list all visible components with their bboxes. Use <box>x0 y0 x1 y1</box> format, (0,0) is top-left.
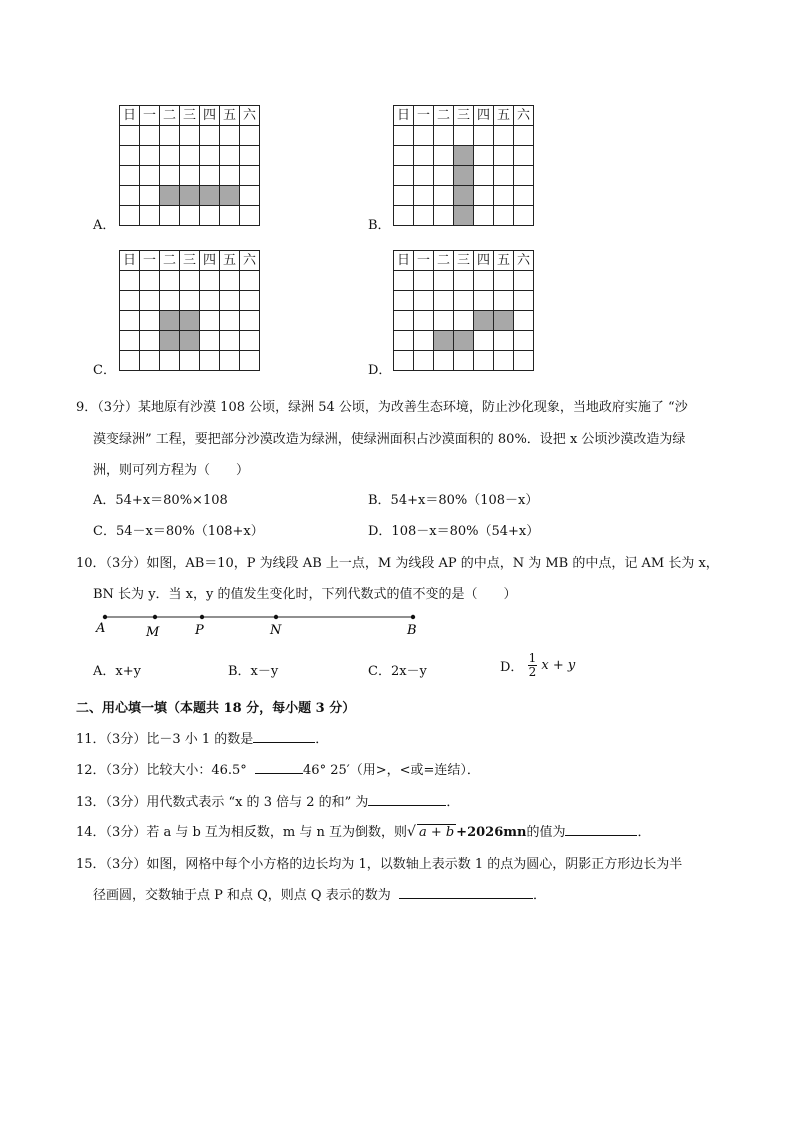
calendar-header-cell: 二 <box>160 106 180 126</box>
calendar-cell <box>414 351 434 371</box>
choice-d-prefix: D． <box>500 660 524 675</box>
shaded-cell <box>220 186 240 206</box>
calendar-cell <box>200 351 220 371</box>
calendar-cell <box>240 311 260 331</box>
calendar-header-cell: 四 <box>200 251 220 271</box>
calendar-cell <box>414 331 434 351</box>
calendar-header-row <box>120 106 260 126</box>
calendar-header-cell: 三 <box>454 251 474 271</box>
calendar-cell <box>120 351 140 371</box>
calendar-cell <box>200 146 220 166</box>
point-n-label: N <box>270 623 282 638</box>
calendar-cell <box>240 186 260 206</box>
calendar-row <box>394 126 534 146</box>
calendar-cell <box>220 331 240 351</box>
calendar-cell <box>514 146 534 166</box>
calendar-cell <box>240 351 260 371</box>
calendar-cell <box>200 271 220 291</box>
calendar-cell <box>394 206 414 226</box>
segment-diagram <box>90 608 430 644</box>
calendar-row <box>120 351 260 371</box>
calendar-header-cell: 二 <box>434 106 454 126</box>
calendar-header-cell: 日 <box>394 251 414 271</box>
shaded-cell <box>454 206 474 226</box>
calendar-cell <box>514 126 534 146</box>
question-text: 径画圆，交数轴于点 P 和点 Q，则点 Q 表示的数为 <box>93 888 391 903</box>
calendar-cell <box>514 271 534 291</box>
calendar-cell <box>414 186 434 206</box>
section-title: 二、用心填一填（本题共 18 分，每小题 3 分） <box>76 701 356 716</box>
calendar-cell <box>434 186 454 206</box>
calendar-cell <box>160 271 180 291</box>
calendar-grid <box>119 250 260 371</box>
calendar-cell <box>120 186 140 206</box>
shaded-cell <box>454 166 474 186</box>
calendar-cell <box>120 311 140 331</box>
calendar-row <box>394 291 534 311</box>
calendar-cell <box>454 271 474 291</box>
calendar-cell <box>200 206 220 226</box>
question-13 <box>76 791 459 810</box>
fraction-denominator: 2 <box>528 665 537 679</box>
calendar-cell <box>474 166 494 186</box>
calendar-cell <box>514 291 534 311</box>
question-end: ． <box>533 888 547 903</box>
calendar-row <box>394 311 534 331</box>
calendar-cell <box>394 146 414 166</box>
calendar-cell <box>180 126 200 146</box>
calendar-header-cell: 三 <box>454 106 474 126</box>
calendar-header-cell: 四 <box>474 251 494 271</box>
calendar-header-cell: 三 <box>180 251 200 271</box>
choice-a: A．54+x＝80%×108 <box>93 493 228 508</box>
calendar-cell <box>394 331 414 351</box>
calendar-grid <box>393 250 534 371</box>
point-p-label: P <box>195 623 204 638</box>
calendar-cell <box>414 271 434 291</box>
shaded-cell <box>160 331 180 351</box>
calendar-cell <box>140 271 160 291</box>
calendar-row <box>120 291 260 311</box>
question-text: 13．（3分）用代数式表示 “x 的 3 倍与 2 的和” 为 <box>76 795 369 810</box>
calendar-header-cell: 五 <box>220 106 240 126</box>
calendar-cell <box>240 291 260 311</box>
calendar-cell <box>120 126 140 146</box>
calendar-header-cell: 一 <box>140 106 160 126</box>
calendar-cell <box>414 146 434 166</box>
question-end: ． <box>446 795 460 810</box>
calendar-header-cell: 五 <box>494 251 514 271</box>
calendar-cell <box>514 351 534 371</box>
calendar-cell <box>434 291 454 311</box>
calendar-cell <box>220 311 240 331</box>
calendar-cell <box>394 271 414 291</box>
question-text: 漠变绿洲” 工程，要把部分沙漠改造为绿洲，使绿洲面积占沙漠面积的 80%．设把 x 公顷沙漠改造为绿 <box>93 432 686 447</box>
sqrt-sign: √ <box>407 824 416 840</box>
calendar-row <box>394 351 534 371</box>
question-15-line2 <box>93 884 546 903</box>
calendar-cell <box>474 146 494 166</box>
choice-d: D．108－x＝80%（54+x） <box>368 524 540 539</box>
calendar-cell <box>414 206 434 226</box>
question-11 <box>76 728 328 747</box>
point-a-label: A <box>96 621 106 636</box>
calendar-header-cell: 日 <box>120 106 140 126</box>
calendar-cell <box>220 126 240 146</box>
calendar-cell <box>200 331 220 351</box>
calendar-row <box>120 186 260 206</box>
calendar-header-cell: 六 <box>514 251 534 271</box>
answer-blank[interactable] <box>253 729 315 743</box>
calendar-header-cell: 一 <box>140 251 160 271</box>
calendar-header-cell: 日 <box>120 251 140 271</box>
option-label: C． <box>93 363 116 378</box>
shaded-cell <box>180 186 200 206</box>
calendar-header-cell: 六 <box>240 251 260 271</box>
calendar-cell <box>414 166 434 186</box>
calendar-cell <box>180 351 200 371</box>
calendar-cell <box>394 186 414 206</box>
answer-blank[interactable] <box>399 885 533 899</box>
calendar-header-cell: 二 <box>160 251 180 271</box>
calendar-cell <box>240 126 260 146</box>
calendar-row <box>394 166 534 186</box>
point-m-label: M <box>146 625 160 640</box>
calendar-cell <box>160 166 180 186</box>
calendar-cell <box>140 206 160 226</box>
answer-blank[interactable] <box>255 760 303 774</box>
calendar-cell <box>220 166 240 186</box>
choice-d <box>500 652 575 679</box>
calendar-cell <box>220 351 240 371</box>
calendar-cell <box>434 166 454 186</box>
shaded-cell <box>494 311 514 331</box>
choice-a: A．x+y <box>93 664 141 679</box>
calendar-cell <box>414 311 434 331</box>
choice-b: B．54+x＝80%（108－x） <box>368 493 539 508</box>
calendar-header-cell: 日 <box>394 106 414 126</box>
calendar-row <box>120 126 260 146</box>
choice-c: C．2x－y <box>368 664 427 679</box>
calendar-header-cell: 六 <box>240 106 260 126</box>
answer-blank[interactable] <box>565 822 637 836</box>
calendar-header-cell: 四 <box>200 106 220 126</box>
calendar-cell <box>514 186 534 206</box>
calendar-row <box>120 331 260 351</box>
calendar-cell <box>434 126 454 146</box>
calendar-cell <box>180 166 200 186</box>
point-p-dot <box>200 615 204 619</box>
calendar-row <box>120 311 260 331</box>
calendar-header-row <box>394 251 534 271</box>
shaded-cell <box>454 186 474 206</box>
calendar-header-cell: 五 <box>220 251 240 271</box>
calendar-cell <box>180 271 200 291</box>
calendar-cell <box>434 206 454 226</box>
calendar-cell <box>494 146 514 166</box>
calendar-cell <box>200 166 220 186</box>
calendar-row <box>394 186 534 206</box>
calendar-cell <box>454 311 474 331</box>
calendar-cell <box>220 291 240 311</box>
calendar-cell <box>200 126 220 146</box>
calendar-cell <box>160 126 180 146</box>
question-end: ． <box>315 732 329 747</box>
choice-d-expression: x + y <box>541 658 576 673</box>
calendar-cell <box>240 166 260 186</box>
calendar-header-row <box>120 251 260 271</box>
calendar-cell <box>514 311 534 331</box>
calendar-cell <box>240 271 260 291</box>
calendar-cell <box>434 351 454 371</box>
calendar-cell <box>474 206 494 226</box>
point-b-dot <box>411 615 415 619</box>
calendar-cell <box>240 331 260 351</box>
question-12 <box>76 759 480 778</box>
calendar-cell <box>200 291 220 311</box>
calendar-cell <box>120 166 140 186</box>
calendar-cell <box>160 146 180 166</box>
calendar-cell <box>160 206 180 226</box>
calendar-cell <box>494 186 514 206</box>
calendar-cell <box>140 166 160 186</box>
question-text: BN 长为 y．当 x，y 的值发生变化时，下列代数式的值不变的是（ ） <box>93 587 517 602</box>
answer-blank[interactable] <box>368 792 446 806</box>
calendar-cell <box>514 331 534 351</box>
calendar-cell <box>494 291 514 311</box>
calendar-header-cell: 四 <box>474 106 494 126</box>
calendar-cell <box>474 291 494 311</box>
calendar-header-cell: 三 <box>180 106 200 126</box>
shaded-cell <box>200 186 220 206</box>
shaded-cell <box>454 146 474 166</box>
calendar-cell <box>474 271 494 291</box>
question-text: 11．（3分）比－3 小 1 的数是 <box>76 732 254 747</box>
calendar-row <box>394 271 534 291</box>
calendar-header-cell: 二 <box>434 251 454 271</box>
calendar-cell <box>494 351 514 371</box>
shaded-cell <box>474 311 494 331</box>
calendar-cell <box>494 126 514 146</box>
calendar-cell <box>140 311 160 331</box>
calendar-cell <box>494 271 514 291</box>
calendar-cell <box>120 146 140 166</box>
shaded-cell <box>160 311 180 331</box>
calendar-cell <box>120 271 140 291</box>
calendar-header-row <box>394 106 534 126</box>
calendar-row <box>120 166 260 186</box>
fraction-numerator: 1 <box>528 651 537 665</box>
question-text: 14．（3分）若 a 与 b 互为相反数，m 与 n 互为倒数，则 <box>76 825 408 840</box>
calendar-cell <box>514 166 534 186</box>
calendar-header-cell: 一 <box>414 251 434 271</box>
calendar-cell <box>454 291 474 311</box>
expression: +2026mn <box>456 825 527 840</box>
calendar-cell <box>434 311 454 331</box>
calendar-cell <box>120 291 140 311</box>
question-text: 洲，则可列方程为（ ） <box>93 463 250 478</box>
point-b-label: B <box>407 623 417 638</box>
calendar-cell <box>160 351 180 371</box>
calendar-cell <box>180 206 200 226</box>
question-text: 的值为 <box>526 825 566 840</box>
calendar-cell <box>434 271 454 291</box>
question-text: 9．（3分）某地原有沙漠 108 公顷，绿洲 54 公顷，为改善生态环境，防止沙化现象，当地政府实施了 “沙 <box>76 400 688 415</box>
question-text: 10．（3分）如图，AB＝10，P 为线段 AB 上一点，M 为线段 AP 的中点，N 为 MB 的中点，记 AM 长为 x， <box>76 556 719 571</box>
calendar-cell <box>394 291 414 311</box>
option-label: D． <box>368 363 392 378</box>
calendar-cell <box>240 206 260 226</box>
calendar-cell <box>394 351 414 371</box>
choice-b: B．x－y <box>228 664 279 679</box>
calendar-cell <box>494 206 514 226</box>
calendar-cell <box>140 351 160 371</box>
calendar-cell <box>200 311 220 331</box>
shaded-cell <box>454 331 474 351</box>
calendar-cell <box>220 271 240 291</box>
option-label: B． <box>368 218 391 233</box>
calendar-row <box>394 206 534 226</box>
calendar-cell <box>474 126 494 146</box>
shaded-cell <box>160 186 180 206</box>
fraction <box>528 652 538 679</box>
option-label: A． <box>93 218 116 233</box>
calendar-cell <box>160 291 180 311</box>
point-a-dot <box>103 615 107 619</box>
calendar-cell <box>394 311 414 331</box>
calendar-row <box>394 331 534 351</box>
calendar-cell <box>140 126 160 146</box>
calendar-cell <box>140 146 160 166</box>
calendar-cell <box>140 291 160 311</box>
calendar-cell <box>474 351 494 371</box>
calendar-cell <box>140 186 160 206</box>
calendar-cell <box>140 331 160 351</box>
calendar-cell <box>514 206 534 226</box>
calendar-cell <box>180 146 200 166</box>
calendar-header-cell: 一 <box>414 106 434 126</box>
question-text: 15．（3分）如图，网格中每个小方格的边长均为 1，以数轴上表示数 1 的点为圆心，阴影正方形边长为半 <box>76 857 683 872</box>
question-text: 46° 25′（用>，<或=连结）． <box>303 763 480 778</box>
calendar-row <box>120 271 260 291</box>
calendar-cell <box>454 126 474 146</box>
calendar-row <box>394 146 534 166</box>
calendar-cell <box>494 166 514 186</box>
calendar-cell <box>180 291 200 311</box>
question-end: ． <box>637 825 651 840</box>
calendar-header-cell: 五 <box>494 106 514 126</box>
question-text: 12．（3分）比较大小：46.5° <box>76 763 247 778</box>
sqrt-radicand: a + b <box>418 825 455 840</box>
calendar-header-cell: 六 <box>514 106 534 126</box>
shaded-cell <box>180 331 200 351</box>
choice-c: C．54－x＝80%（108+x） <box>93 524 264 539</box>
calendar-cell <box>494 331 514 351</box>
shaded-cell <box>434 331 454 351</box>
calendar-cell <box>474 186 494 206</box>
point-m-dot <box>153 615 157 619</box>
calendar-cell <box>220 206 240 226</box>
calendar-cell <box>120 331 140 351</box>
calendar-cell <box>474 331 494 351</box>
calendar-row <box>120 146 260 166</box>
calendar-cell <box>454 351 474 371</box>
calendar-cell <box>394 126 414 146</box>
question-14 <box>76 821 650 840</box>
calendar-cell <box>414 291 434 311</box>
point-n-dot <box>274 615 278 619</box>
calendar-cell <box>120 206 140 226</box>
calendar-cell <box>394 166 414 186</box>
calendar-cell <box>240 146 260 166</box>
calendar-grid <box>119 105 260 226</box>
calendar-grid <box>393 105 534 226</box>
calendar-cell <box>414 126 434 146</box>
shaded-cell <box>180 311 200 331</box>
calendar-cell <box>220 146 240 166</box>
calendar-row <box>120 206 260 226</box>
calendar-cell <box>434 146 454 166</box>
